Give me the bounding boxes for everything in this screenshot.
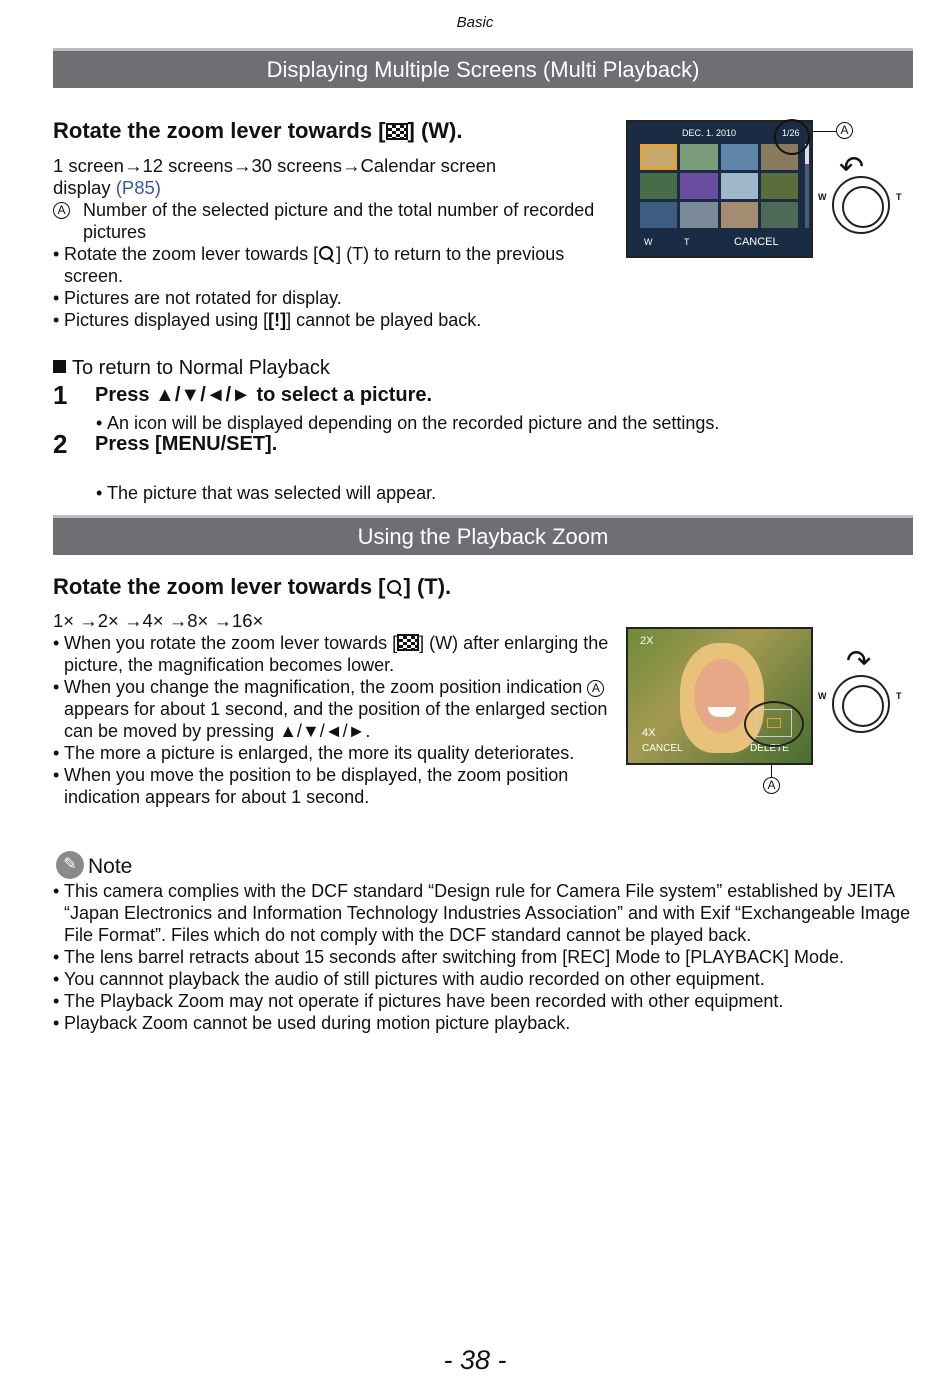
step-number-2: 2 — [53, 429, 68, 459]
heading-prefix: Rotate the zoom lever towards [ — [53, 574, 386, 599]
heading-prefix: Rotate the zoom lever towards [ — [53, 118, 386, 143]
bullet-text: appears for about 1 second, and the position of the enlarged section can be moved by pressing ▲/▼/◄/►. — [64, 699, 608, 741]
step-2-note: • The picture that was selected will appear. — [96, 482, 950, 504]
screen-t-indicator: T — [684, 237, 690, 247]
playback-zoom-heading — [53, 574, 451, 600]
normal-playback-subheading — [53, 357, 330, 380]
note-item: • You cannnot playback the audio of still pictures with audio recorded on other equipment. — [53, 968, 913, 990]
zoom-lever-dial — [832, 176, 890, 234]
bullet-text: When you change the magnification, the zoom position indication — [64, 677, 588, 697]
screen-delete-label: DELETE — [750, 743, 789, 754]
playback-zoom-screen-illustration — [626, 627, 813, 765]
photo-face — [694, 659, 750, 733]
screen-counter: 1/26 — [782, 128, 800, 138]
bullet-quality: • The more a picture is enlarged, the more its quality deteriorates. — [53, 742, 613, 764]
thumbnail — [761, 173, 798, 199]
zoom-sequence: 1× →2× →4× →8× →16× — [53, 610, 264, 631]
callout-description — [53, 199, 598, 243]
square-bullet-icon — [53, 360, 66, 373]
screen-cancel-label: CANCEL — [642, 743, 683, 754]
thumbnail — [721, 144, 758, 170]
screen-w-indicator: W — [644, 237, 653, 247]
note-item: • The lens barrel retracts about 15 seconds after switching from [REC] Mode to [PLAYBACK] Mode. — [53, 946, 913, 968]
screen-sequence-cont — [53, 177, 598, 199]
dial-w-label: W — [818, 192, 827, 202]
rotate-right-arrow-icon: ↷ — [846, 645, 872, 678]
note-item: • The Playback Zoom may not operate if pictures have been recorded with other equipment. — [53, 990, 913, 1012]
note-item: • Playback Zoom cannot be used during motion picture playback. — [53, 1012, 913, 1034]
callout-a-marker: A — [587, 680, 604, 697]
note-title: Note — [88, 855, 133, 878]
thumbnail — [680, 144, 717, 170]
bullet-text: ] (W) after enlarging the picture, the magnification becomes lower. — [64, 633, 609, 675]
page-header: Basic — [456, 14, 494, 31]
rotate-left-arrow-icon: ↶ — [839, 151, 865, 184]
screen-cancel-label: CANCEL — [734, 236, 779, 248]
section-banner-multi-playback: Displaying Multiple Screens (Multi Playback) — [53, 48, 913, 88]
note-item: • This camera complies with the DCF standard “Design rule for Camera File system” established by JEITA “Japan Electronics and Information Technology Industries Association” and with Exif “Exchangeable Image File Format”. Files which do not comply with the DCF standard cannot be played back. — [53, 880, 913, 946]
thumbnail — [680, 173, 717, 199]
bullet-not-rotated: • Pictures are not rotated for display. — [53, 287, 598, 309]
zoom-level-bottom: 4X — [642, 727, 656, 739]
heading-suffix: ] (T). — [403, 574, 452, 599]
thumbnail — [721, 202, 758, 228]
thumbnail — [640, 202, 677, 228]
magnify-icon — [318, 245, 336, 263]
multi-playback-heading — [53, 118, 462, 144]
callout-line — [771, 765, 772, 777]
thumbnail — [761, 202, 798, 228]
playback-zoom-body — [53, 610, 613, 808]
bullet-text: ] (T) to return to the previous screen. — [64, 244, 565, 286]
note-list — [53, 880, 913, 1034]
highlight-circle — [774, 119, 810, 155]
zoom-position-frame — [756, 709, 792, 737]
bullet-cannot-play — [53, 309, 598, 331]
step-1-note: • An icon will be displayed depending on the recorded picture and the settings. — [96, 412, 950, 434]
multi-screen-icon — [397, 634, 419, 651]
zoom-level-top: 2X — [640, 635, 654, 647]
display-text: display — [53, 177, 116, 198]
callout-line — [813, 131, 837, 132]
thumbnail — [640, 173, 677, 199]
multi-playback-screen-illustration — [626, 120, 813, 258]
subheading-text: To return to Normal Playback — [72, 357, 330, 379]
callout-a-marker: A — [836, 122, 853, 139]
callout-a-marker: A — [53, 202, 70, 219]
step-2-text: Press [MENU/SET]. — [95, 433, 278, 455]
warning-icon: [!] — [268, 310, 287, 330]
screen-date: DEC. 1. 2010 — [682, 128, 737, 138]
callout-a-marker: A — [763, 777, 780, 794]
bullet-text: When you rotate the zoom lever towards [ — [64, 633, 398, 653]
multi-playback-body — [53, 155, 598, 331]
dial-t-label: T — [896, 192, 902, 202]
step-number-1: 1 — [53, 380, 68, 410]
thumbnail-grid — [640, 144, 798, 228]
thumbnail — [721, 173, 758, 199]
note-pencil-icon: ✎ — [56, 851, 84, 879]
bullet-return-previous — [53, 243, 598, 287]
magnify-icon — [386, 579, 404, 597]
bullet-text: Pictures displayed using [ — [64, 310, 269, 330]
zoom-lever-dial — [832, 675, 890, 733]
thumbnail — [640, 144, 677, 170]
dial-w-label: W — [818, 691, 827, 701]
bullet-text: Rotate the zoom lever towards [ — [64, 244, 319, 264]
bullet-text: ] cannot be played back. — [286, 310, 482, 330]
page-link-p85[interactable]: (P85) — [115, 177, 161, 198]
bullet-zoom-indication — [53, 676, 613, 742]
bullet-zoom-lower — [53, 632, 613, 676]
section-banner-playback-zoom: Using the Playback Zoom — [53, 515, 913, 555]
page-number: - 38 - — [443, 1345, 507, 1375]
step-1-text: Press ▲/▼/◄/► to select a picture. — [95, 384, 433, 406]
multi-screen-icon — [386, 123, 408, 140]
screen-sequence: 1 screen→12 screens→30 screens→Calendar screen — [53, 155, 497, 176]
bullet-move-position: • When you move the position to be displayed, the zoom position indication appears for about 1 second. — [53, 764, 613, 808]
thumbnail — [680, 202, 717, 228]
screen-scrollbar — [805, 144, 809, 228]
callout-text: Number of the selected picture and the total number of recorded pictures — [83, 200, 595, 242]
heading-suffix: ] (W). — [407, 118, 463, 143]
dial-t-label: T — [896, 691, 902, 701]
